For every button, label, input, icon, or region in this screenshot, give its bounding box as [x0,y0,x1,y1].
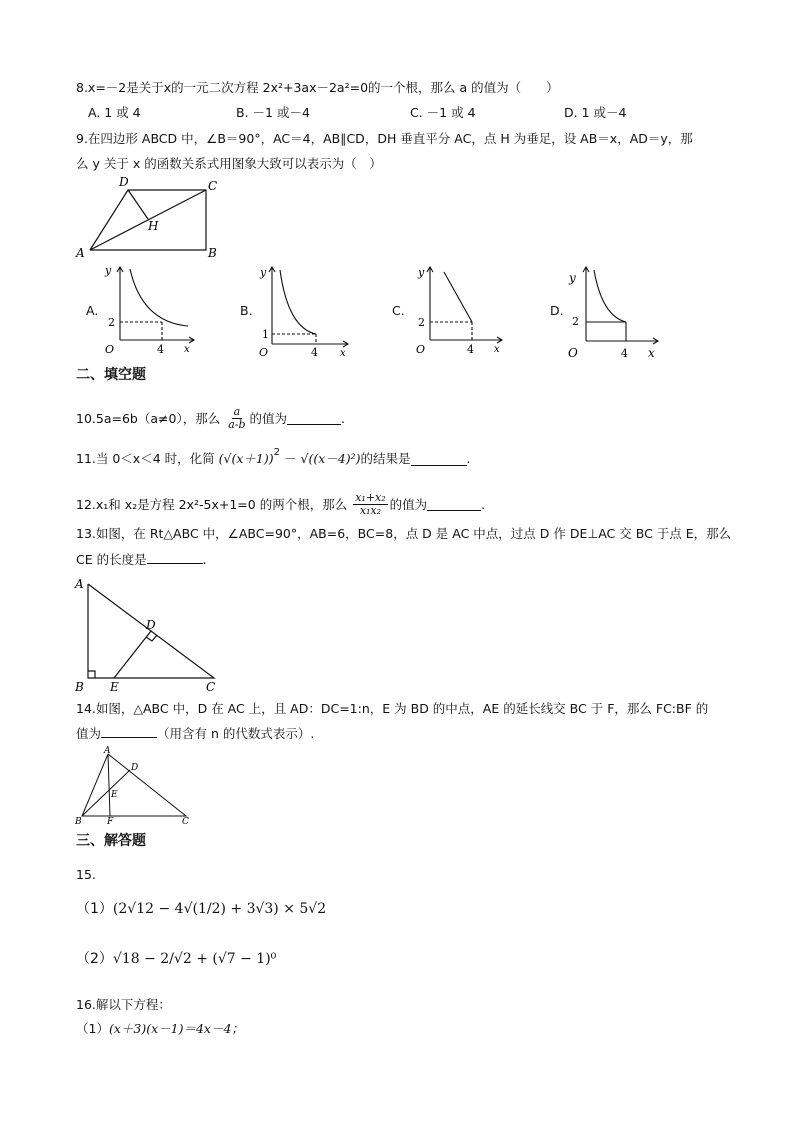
q9-label-h: H [148,219,159,233]
q9-quadrilateral-figure [72,172,222,262]
axis-y: y [260,266,267,279]
q9-graph-c [410,262,510,358]
q14-stem-line2-wrap [76,725,314,743]
q15-part1-expr: (2√12 − 4√(1/2) + 3√3) × 5√2 [112,901,327,917]
axis-y: y [105,264,112,277]
q9-option-d-label: D. [550,303,564,318]
q10-post: 的值为 [249,410,288,426]
tick-y: 2 [108,316,115,329]
tick-y: 1 [262,328,269,341]
q14-label-a: A [104,746,111,756]
q15-part2-expr: √18 − 2/√2 + (√7 − 1)⁰ [112,951,277,967]
origin: O [568,346,578,360]
q13-label-e: E [110,680,119,694]
q9-graph-a [100,262,200,358]
q13-label-a: A [75,577,84,591]
q13-label-d: D [146,618,156,632]
section-title-solve: 三、解答题 [76,833,146,849]
q15-number: 15. [76,867,96,882]
q14-answer-blank[interactable] [101,725,157,738]
q12-post: 的值为 [389,496,428,512]
axis-x: x [340,348,346,358]
tick-x: 4 [467,343,474,356]
q12-pre: 12.x₁和 x₂是方程 2x²-5x+1=0 的两个根，那么 [76,496,348,512]
q11-minus: － [284,451,297,466]
q16-part1-expr: (x＋3)(x－1)＝4x－4； [108,1021,244,1036]
q8-option-c: C. －1 或 4 [410,105,476,120]
q14-triangle-figure [74,746,192,826]
q9-label-b: B [208,246,217,260]
q13-label-b: B [75,680,84,694]
q10-line: 10.5a=6b（a≠0），那么 $\frac{a}{a-b}$ 的值为 . [76,405,346,431]
q11-exponent: 2 [273,447,280,458]
q10-fraction [226,406,247,431]
q15-part2 [76,950,276,968]
q13-stem-line1: 13.如图，在 Rt△ABC 中，∠ABC=90°，AB=6，BC=8，点 D 是 AC 中点，过点 D 作 DE⊥AC 交 BC 于点 E，那么 [76,526,732,541]
q11-post: 的结果是 [360,451,411,466]
axis-x: x [184,344,190,355]
q13-answer-blank[interactable] [147,551,203,564]
tick-x: 4 [157,343,164,356]
tick-x: 4 [621,347,628,360]
tick-y: 2 [572,315,579,328]
q9-option-b-label: B. [240,303,253,318]
axis-y: y [418,266,425,279]
q11-term1: (√(x＋1)) [218,451,274,466]
q9-option-a-label: A. [86,303,99,318]
q11-answer-blank[interactable] [411,453,467,466]
origin: O [416,343,426,356]
q14-label-b: B [75,817,82,826]
axis-x: x [494,344,500,355]
origin: O [259,346,269,358]
q13-triangle-figure [72,574,220,694]
q11-term2: √((x－4)²) [300,451,361,466]
q10-denominator: a-b [228,418,246,431]
q14-stem-line1: 14.如图，△ABC 中，D 在 AC 上，且 AD：DC=1:n，E 为 BD 的中点，AE 的延长线交 BC 于 F，那么 FC:BF 的 [76,701,709,716]
q9-label-d: D [119,175,129,189]
q12-numerator: x₁+x₂ [355,491,386,504]
q9-graph-b [256,262,356,358]
q9-label-a: A [76,246,85,260]
q13-stem-line2: CE 的长度是 [76,552,147,567]
q16-part1 [76,1020,244,1038]
q10-answer-blank[interactable] [287,412,341,425]
q14-stem-line2-post: （用含有 n 的代数式表示）. [157,726,315,741]
q14-label-e: E [111,790,118,800]
q11-pre: 11.当 0＜x＜4 时，化简 [76,451,215,466]
axis-y: y [569,271,576,285]
q13-stem-line2-wrap: CE 的长度是 . [76,552,207,567]
q12-answer-blank[interactable] [427,498,481,511]
q14-label-d: D [131,763,139,773]
tick-y: 2 [418,316,425,329]
q9-stem-line1: 9.在四边形 ABCD 中，∠B＝90°，AC＝4，AB∥CD，DH 垂直平分 AC，点 H 为垂足，设 AB＝x，AD＝y，那 [76,131,693,146]
tick-x: 4 [311,346,318,358]
q8-option-d: D. 1 或－4 [564,105,627,120]
q15-part2-label: （2） [76,951,113,967]
q12-line: 12.x₁和 x₂是方程 2x²-5x+1=0 的两个根，那么 $\frac{\text{x₁+x₂}}{\text{x₁x₂}}$ 的值为 . [76,491,486,517]
q16-stem: 16.解以下方程： [76,997,171,1012]
q14-stem-line2-pre: 值为 [76,726,102,741]
q13-label-c: C [206,680,216,694]
q10-numerator: a [233,405,241,418]
q15-part1 [76,900,326,918]
q12-fraction [353,492,387,517]
q11-line: 11.当 0＜x＜4 时，化简 (√(x＋1)) $^2$ － √((x－4)²) 的结果是 . [76,450,471,468]
q12-denominator: x₁x₂ [359,504,382,517]
origin: O [105,343,115,356]
q14-label-f: F [107,817,114,826]
q9-stem-line2: 么 y 关于 x 的函数关系式用图象大致可以表示为（ ） [76,156,382,171]
q14-label-c: C [182,817,189,826]
q10-pre: 10.5a=6b（a≠0），那么 [76,410,221,426]
q15-part1-label: （1） [76,901,113,917]
q8-option-b: B. －1 或－4 [236,105,310,120]
q8-option-a: A. 1 或 4 [88,105,141,120]
q9-option-c-label: C. [392,303,405,318]
axis-x: x [648,346,655,360]
q8-stem: 8.x=－2是关于x的一元二次方程 2x²+3ax－2a²=0的一个根，那么 a 的值为（ ） [76,80,559,95]
q16-part1-label: （1） [76,1021,109,1036]
section-title-fill-in: 二、填空题 [76,367,146,383]
q9-label-c: C [208,179,218,193]
q9-graph-d [564,262,664,362]
